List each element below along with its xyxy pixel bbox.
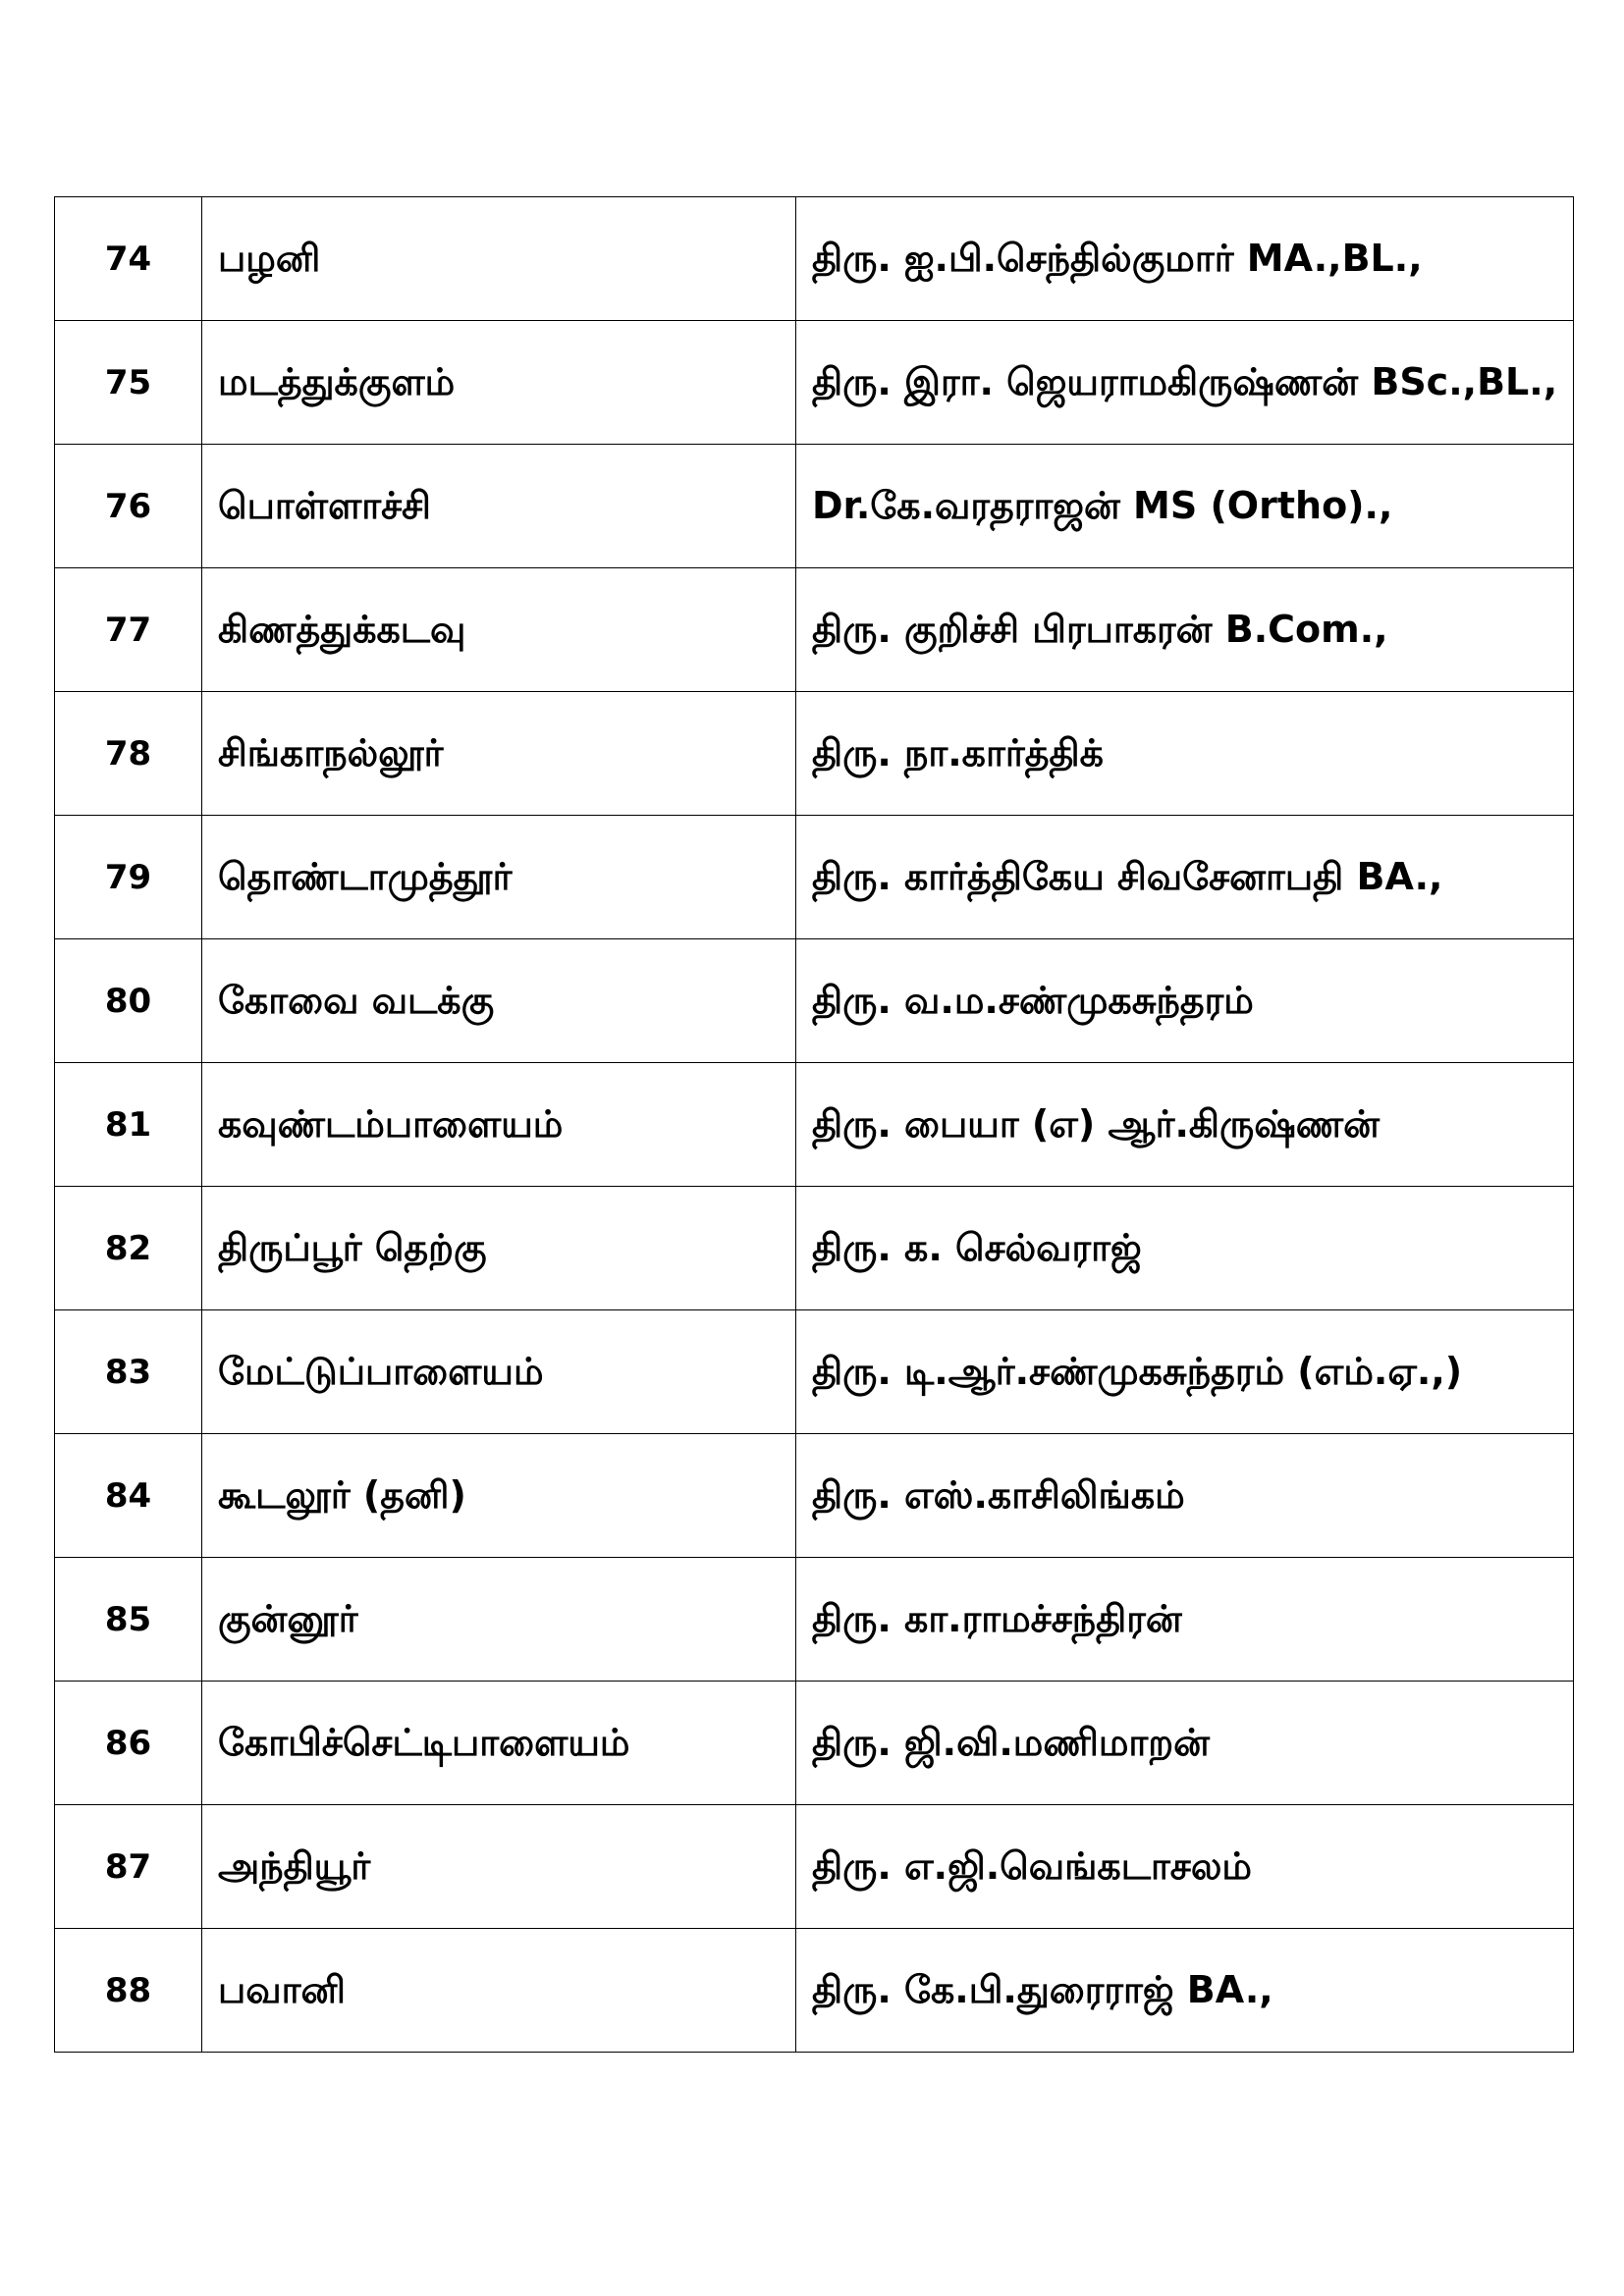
serial-number: 83 xyxy=(55,1310,202,1434)
candidate-name: திரு. க. செல்வராஜ் xyxy=(796,1187,1574,1310)
candidate-name: திரு. எ.ஜி.வெங்கடாசலம் xyxy=(796,1805,1574,1929)
table-row xyxy=(55,197,1574,321)
candidate-name: திரு. வ.ம.சண்முகசுந்தரம் xyxy=(796,939,1574,1063)
serial-number: 79 xyxy=(55,816,202,939)
candidate-name: திரு. கா.ராமச்சந்திரன் xyxy=(796,1558,1574,1682)
candidate-name: திரு. கே.பி.துரைராஜ் BA., xyxy=(796,1929,1574,2053)
table-row xyxy=(55,1805,1574,1929)
constituency-name: திருப்பூர் தெற்கு xyxy=(202,1187,796,1310)
serial-number: 80 xyxy=(55,939,202,1063)
candidate-table xyxy=(54,196,1574,2053)
table-row xyxy=(55,1558,1574,1682)
constituency-name: பழனி xyxy=(202,197,796,321)
table-row xyxy=(55,1063,1574,1187)
candidate-name: திரு. டி.ஆர்.சண்முகசுந்தரம் (எம்.ஏ.,) xyxy=(796,1310,1574,1434)
candidate-name: திரு. ஜி.வி.மணிமாறன் xyxy=(796,1682,1574,1805)
table-row xyxy=(55,1682,1574,1805)
serial-number: 76 xyxy=(55,445,202,568)
constituency-name: பவானி xyxy=(202,1929,796,2053)
table-row xyxy=(55,568,1574,692)
candidate-name: திரு. இரா. ஜெயராமகிருஷ்ணன் BSc.,BL., xyxy=(796,321,1574,445)
candidate-name: திரு. ஐ.பி.செந்தில்குமார் MA.,BL., xyxy=(796,197,1574,321)
constituency-name: மேட்டுப்பாளையம் xyxy=(202,1310,796,1434)
table-row xyxy=(55,816,1574,939)
serial-number: 84 xyxy=(55,1434,202,1558)
candidate-name: திரு. கார்த்திகேய சிவசேனாபதி BA., xyxy=(796,816,1574,939)
candidate-name: Dr.கே.வரதராஜன் MS (Ortho)., xyxy=(796,445,1574,568)
constituency-name: கூடலூர் (தனி) xyxy=(202,1434,796,1558)
serial-number: 85 xyxy=(55,1558,202,1682)
serial-number: 75 xyxy=(55,321,202,445)
candidate-name: திரு. குறிச்சி பிரபாகரன் B.Com., xyxy=(796,568,1574,692)
table-row xyxy=(55,445,1574,568)
serial-number: 87 xyxy=(55,1805,202,1929)
candidate-name: திரு. பையா (எ) ஆர்.கிருஷ்ணன் xyxy=(796,1063,1574,1187)
constituency-name: மடத்துக்குளம் xyxy=(202,321,796,445)
table-row xyxy=(55,939,1574,1063)
table-row xyxy=(55,692,1574,816)
constituency-name: அந்தியூர் xyxy=(202,1805,796,1929)
constituency-name: குன்னூர் xyxy=(202,1558,796,1682)
serial-number: 78 xyxy=(55,692,202,816)
serial-number: 81 xyxy=(55,1063,202,1187)
constituency-name: கவுண்டம்பாளையம் xyxy=(202,1063,796,1187)
constituency-name: பொள்ளாச்சி xyxy=(202,445,796,568)
table-row xyxy=(55,1310,1574,1434)
constituency-name: தொண்டாமுத்தூர் xyxy=(202,816,796,939)
constituency-name: சிங்காநல்லூர் xyxy=(202,692,796,816)
candidate-name: திரு. எஸ்.காசிலிங்கம் xyxy=(796,1434,1574,1558)
serial-number: 82 xyxy=(55,1187,202,1310)
constituency-name: கோபிச்செட்டிபாளையம் xyxy=(202,1682,796,1805)
table-row xyxy=(55,1434,1574,1558)
table-row xyxy=(55,321,1574,445)
table-row xyxy=(55,1187,1574,1310)
constituency-name: கோவை வடக்கு xyxy=(202,939,796,1063)
candidate-name: திரு. நா.கார்த்திக் xyxy=(796,692,1574,816)
serial-number: 86 xyxy=(55,1682,202,1805)
table-row xyxy=(55,1929,1574,2053)
constituency-name: கிணத்துக்கடவு xyxy=(202,568,796,692)
serial-number: 74 xyxy=(55,197,202,321)
serial-number: 77 xyxy=(55,568,202,692)
serial-number: 88 xyxy=(55,1929,202,2053)
